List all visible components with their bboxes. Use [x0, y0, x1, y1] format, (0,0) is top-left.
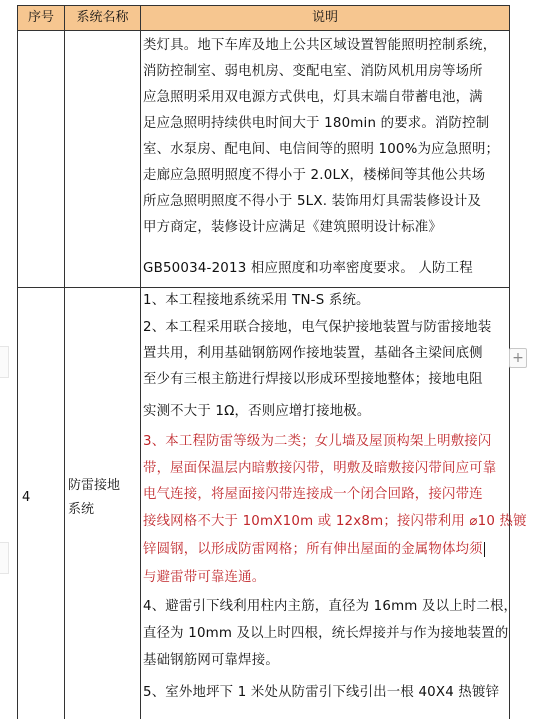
red-text-line — [143, 537, 485, 563]
add-row-button[interactable]: + — [509, 348, 527, 368]
red-text-line: 电气连接，将屋面接闪带连接成一个闭合回路，接闪带连 — [143, 487, 483, 502]
left-edge-handle — [0, 542, 9, 574]
text-line: 直径为 10mm 及以上时四根，统长焊接并与作为接地装置的 — [143, 626, 509, 641]
left-edge-handle — [0, 346, 9, 378]
text-line: 实测不大于 1Ω，否则应增打接地极。 — [143, 404, 371, 419]
text-line: 5、室外地坪下 1 米处从防雷引下线引出一根 40X4 热镀锌 — [143, 685, 500, 700]
grid-line — [64, 30, 65, 719]
header-system-name: 系统名称 — [64, 6, 140, 30]
text-line: 2、本工程采用联合接地，电气保护接地装置与防雷接地装 — [143, 320, 492, 335]
text-line: 所应急照明照度不得小于 5LX. 装饰用灯具需装修设计及 — [143, 194, 482, 209]
red-text-line: 3、本工程防雷等级为二类；女儿墙及屋顶构架上明敷接闪 — [143, 434, 492, 449]
red-text-span: 锌圆钢，以形成防雷网格；所有伸出屋面的金属物体均须 — [143, 542, 483, 557]
text-line: 基础钢筋网可靠焊接。 — [143, 653, 279, 668]
text-line: 走廊应急照明照度不得小于 2.0LX，楼梯间等其他公共场 — [143, 168, 486, 183]
table-header-row — [17, 5, 510, 31]
text-line: 室、水泵房、配电间、电信间等的照明 100%为应急照明； — [143, 142, 500, 157]
text-line: 类灯具。地下车库及地上公共区域设置智能照明控制系统， — [143, 38, 497, 53]
text-line: 甲方商定，装修设计应满足《建筑照明设计标准》 — [143, 220, 442, 235]
grid-line — [17, 30, 18, 719]
text-line: GB50034-2013 相应照度和功率密度要求。 人防工程 — [143, 261, 473, 276]
row-system-name: 防雷接地系统 — [68, 478, 121, 517]
red-text-line: 带，屋面保温层内暗敷接闪带，明敷及暗敷接闪带间应可靠 — [143, 461, 497, 476]
red-text-line: 与避雷带可靠连通。 — [143, 570, 266, 585]
text-line: 应急照明采用双电源方式供电，灯具末端自带蓄电池，满 — [143, 90, 483, 105]
text-line: 消防控制室、弱电机房、变配电室、消防风机用房等场所 — [143, 64, 483, 79]
text-line: 足应急照明持续供电时间大于 180min 的要求。消防控制 — [143, 116, 490, 131]
grid-line — [140, 30, 141, 719]
header-description: 说明 — [140, 6, 510, 30]
text-line: 1、本工程接地系统采用 TN-S 系统。 — [143, 293, 370, 308]
row-index: 4 — [22, 490, 31, 505]
text-cursor — [484, 542, 485, 557]
header-index: 序号 — [17, 6, 64, 30]
text-line: 4、避雷引下线利用柱内主筋，直径为 16mm 及以上时二根， — [143, 599, 518, 614]
red-text-line: 接线网格不大于 10mX10m 或 12x8m；接闪带利用 ⌀10 热镀 — [143, 514, 527, 529]
text-line: 置共用，利用基础钢筋网作接地装置，基础各主梁间底侧 — [143, 346, 483, 361]
text-line: 至少有三根主筋进行焊接以形成环型接地整体；接地电阻 — [143, 372, 483, 387]
